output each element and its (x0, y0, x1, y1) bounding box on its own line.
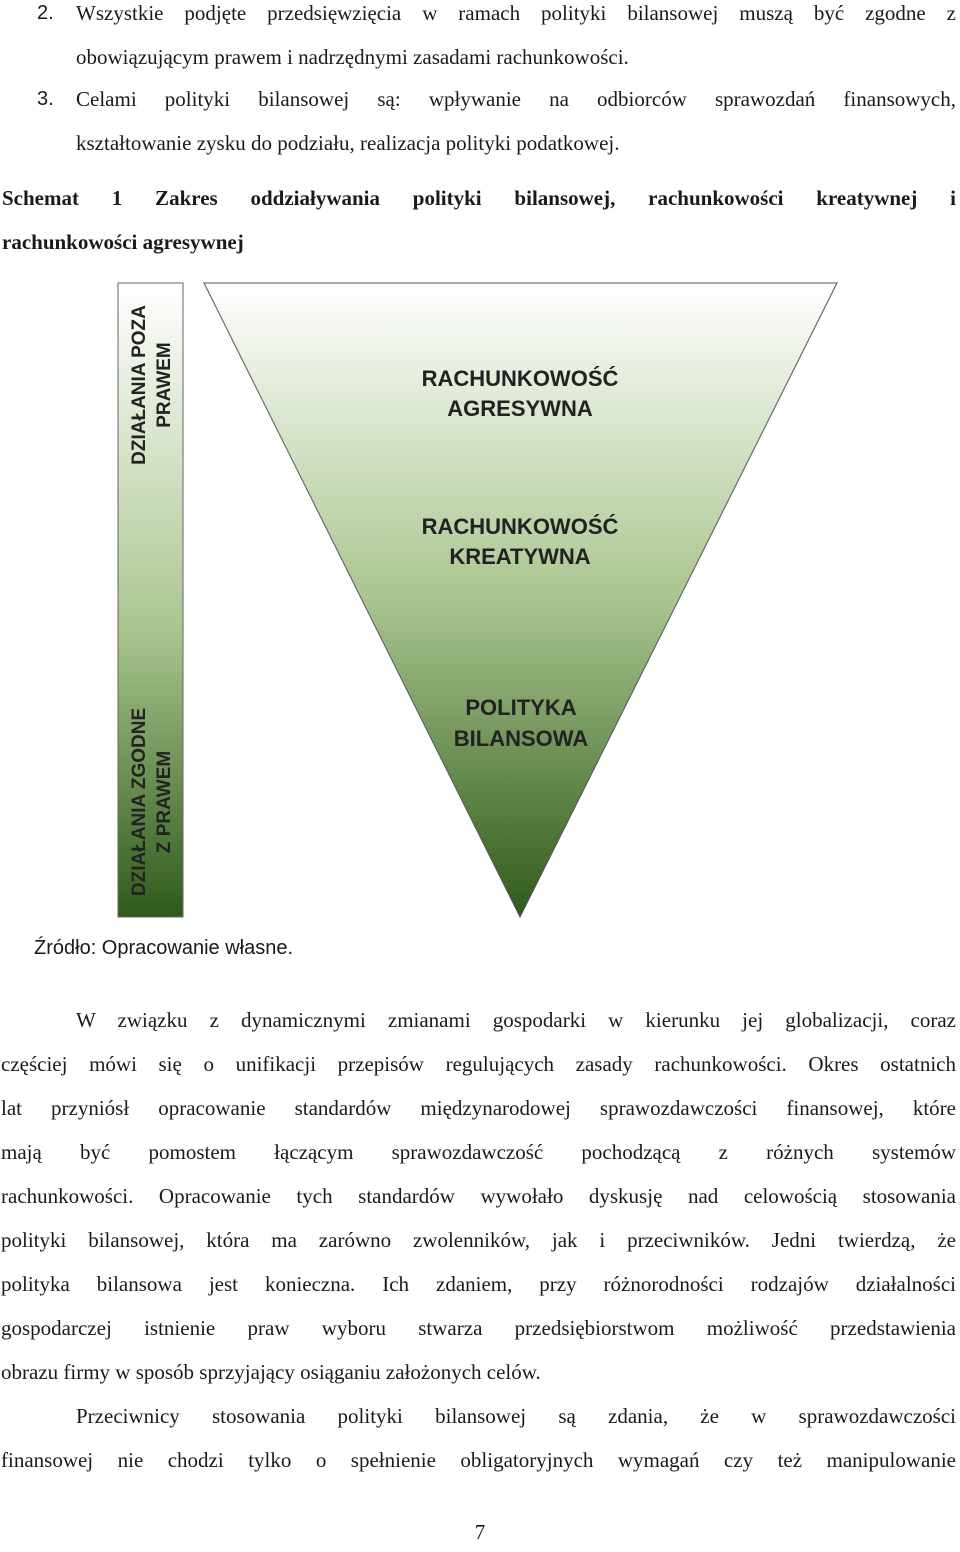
list-item-number: 2. (37, 2, 54, 24)
scope-diagram (0, 270, 960, 930)
triangle-label-creative-line2: KREATYWNA (449, 544, 591, 569)
paragraph-line: polityka bilansowa jest konieczna. Ich zdaniem, przy różnorodności rodzajów działalności (1, 1272, 956, 1296)
list-item-text (76, 0, 956, 79)
figure-caption (2, 176, 956, 264)
paragraph-line: częściej mówi się o unifikacji przepisów regulujących zasady rachunkowości. Okres ostatnich (1, 1052, 956, 1076)
triangle-label-balance-policy-line1: POLITYKA (465, 695, 577, 720)
list-item-line: kształtowanie zysku do podziału, realizacja polityki podatkowej. (76, 131, 620, 155)
paragraph-line: rachunkowości. Opracowanie tych standardów wywołało dyskusję nad celowością stosowania (1, 1184, 956, 1208)
list-item-number: 3. (37, 88, 54, 110)
paragraph-line: gospodarczej istnienie praw wyboru stwarza przedsiębiorstwom możliwość przedstawienia (1, 1316, 956, 1340)
paragraph-line: polityki bilansowej, która ma zarówno zwolenników, jak i przeciwników. Jedni twierdzą, że (1, 1228, 956, 1252)
paragraph-line: Przeciwnicy stosowania polityki bilansowej są zdania, że w sprawozdawczości (76, 1404, 956, 1428)
figure-caption-line: Schemat 1 Zakres oddziaływania polityki bilansowej, rachunkowości kreatywnej i (2, 186, 956, 210)
figure-source: Źródło: Opracowanie własne. (34, 937, 294, 959)
bar-label-within-law-line2: Z PRAWEM (154, 750, 175, 854)
triangle-label-creative-line1: RACHUNKOWOŚĆ (421, 514, 619, 539)
paragraph-line: mają być pomostem łączącym sprawozdawczość pochodzącą z różnych systemów (1, 1140, 956, 1164)
bar-label-outside-law-line1: DZIAŁANIA POZA (129, 305, 150, 465)
list-item-text (76, 77, 956, 165)
bar-label-within-law-line1: DZIAŁANIA ZGODNE (129, 707, 150, 897)
page-number: 7 (474, 1520, 486, 1544)
list-item-line: obowiązującym prawem i nadrzędnymi zasadami rachunkowości. (76, 45, 629, 69)
body-text (1, 998, 956, 1482)
triangle-label-aggressive-line2: AGRESYWNA (447, 396, 593, 421)
paragraph-line: lat przyniósł opracowanie standardów międzynarodowej sprawozdawczości finansowej, które (1, 1096, 956, 1120)
paragraph-line: obrazu firmy w sposób sprzyjający osiąganiu założonych celów. (1, 1360, 541, 1384)
list-item-line: Wszystkie podjęte przedsięwzięcia w ramach polityki bilansowej muszą być zgodne z (76, 1, 956, 25)
bar-label-outside-law-line2: PRAWEM (154, 342, 175, 428)
triangle-label-balance-policy-line2: BILANSOWA (453, 726, 589, 751)
paragraph (1, 1394, 956, 1482)
list-item-line: Celami polityki bilansowej są: wpływanie na odbiorców sprawozdań finansowych, (76, 87, 956, 111)
paragraph (1, 998, 956, 1394)
paragraph-line: finansowej nie chodzi tylko o spełnienie obligatoryjnych wymagań czy też manipulowanie (1, 1448, 956, 1472)
figure-caption-line: rachunkowości agresywnej (2, 230, 244, 254)
triangle-label-aggressive-line1: RACHUNKOWOŚĆ (421, 366, 619, 391)
paragraph-line: W związku z dynamicznymi zmianami gospodarki w kierunku jej globalizacji, coraz (76, 1008, 956, 1032)
